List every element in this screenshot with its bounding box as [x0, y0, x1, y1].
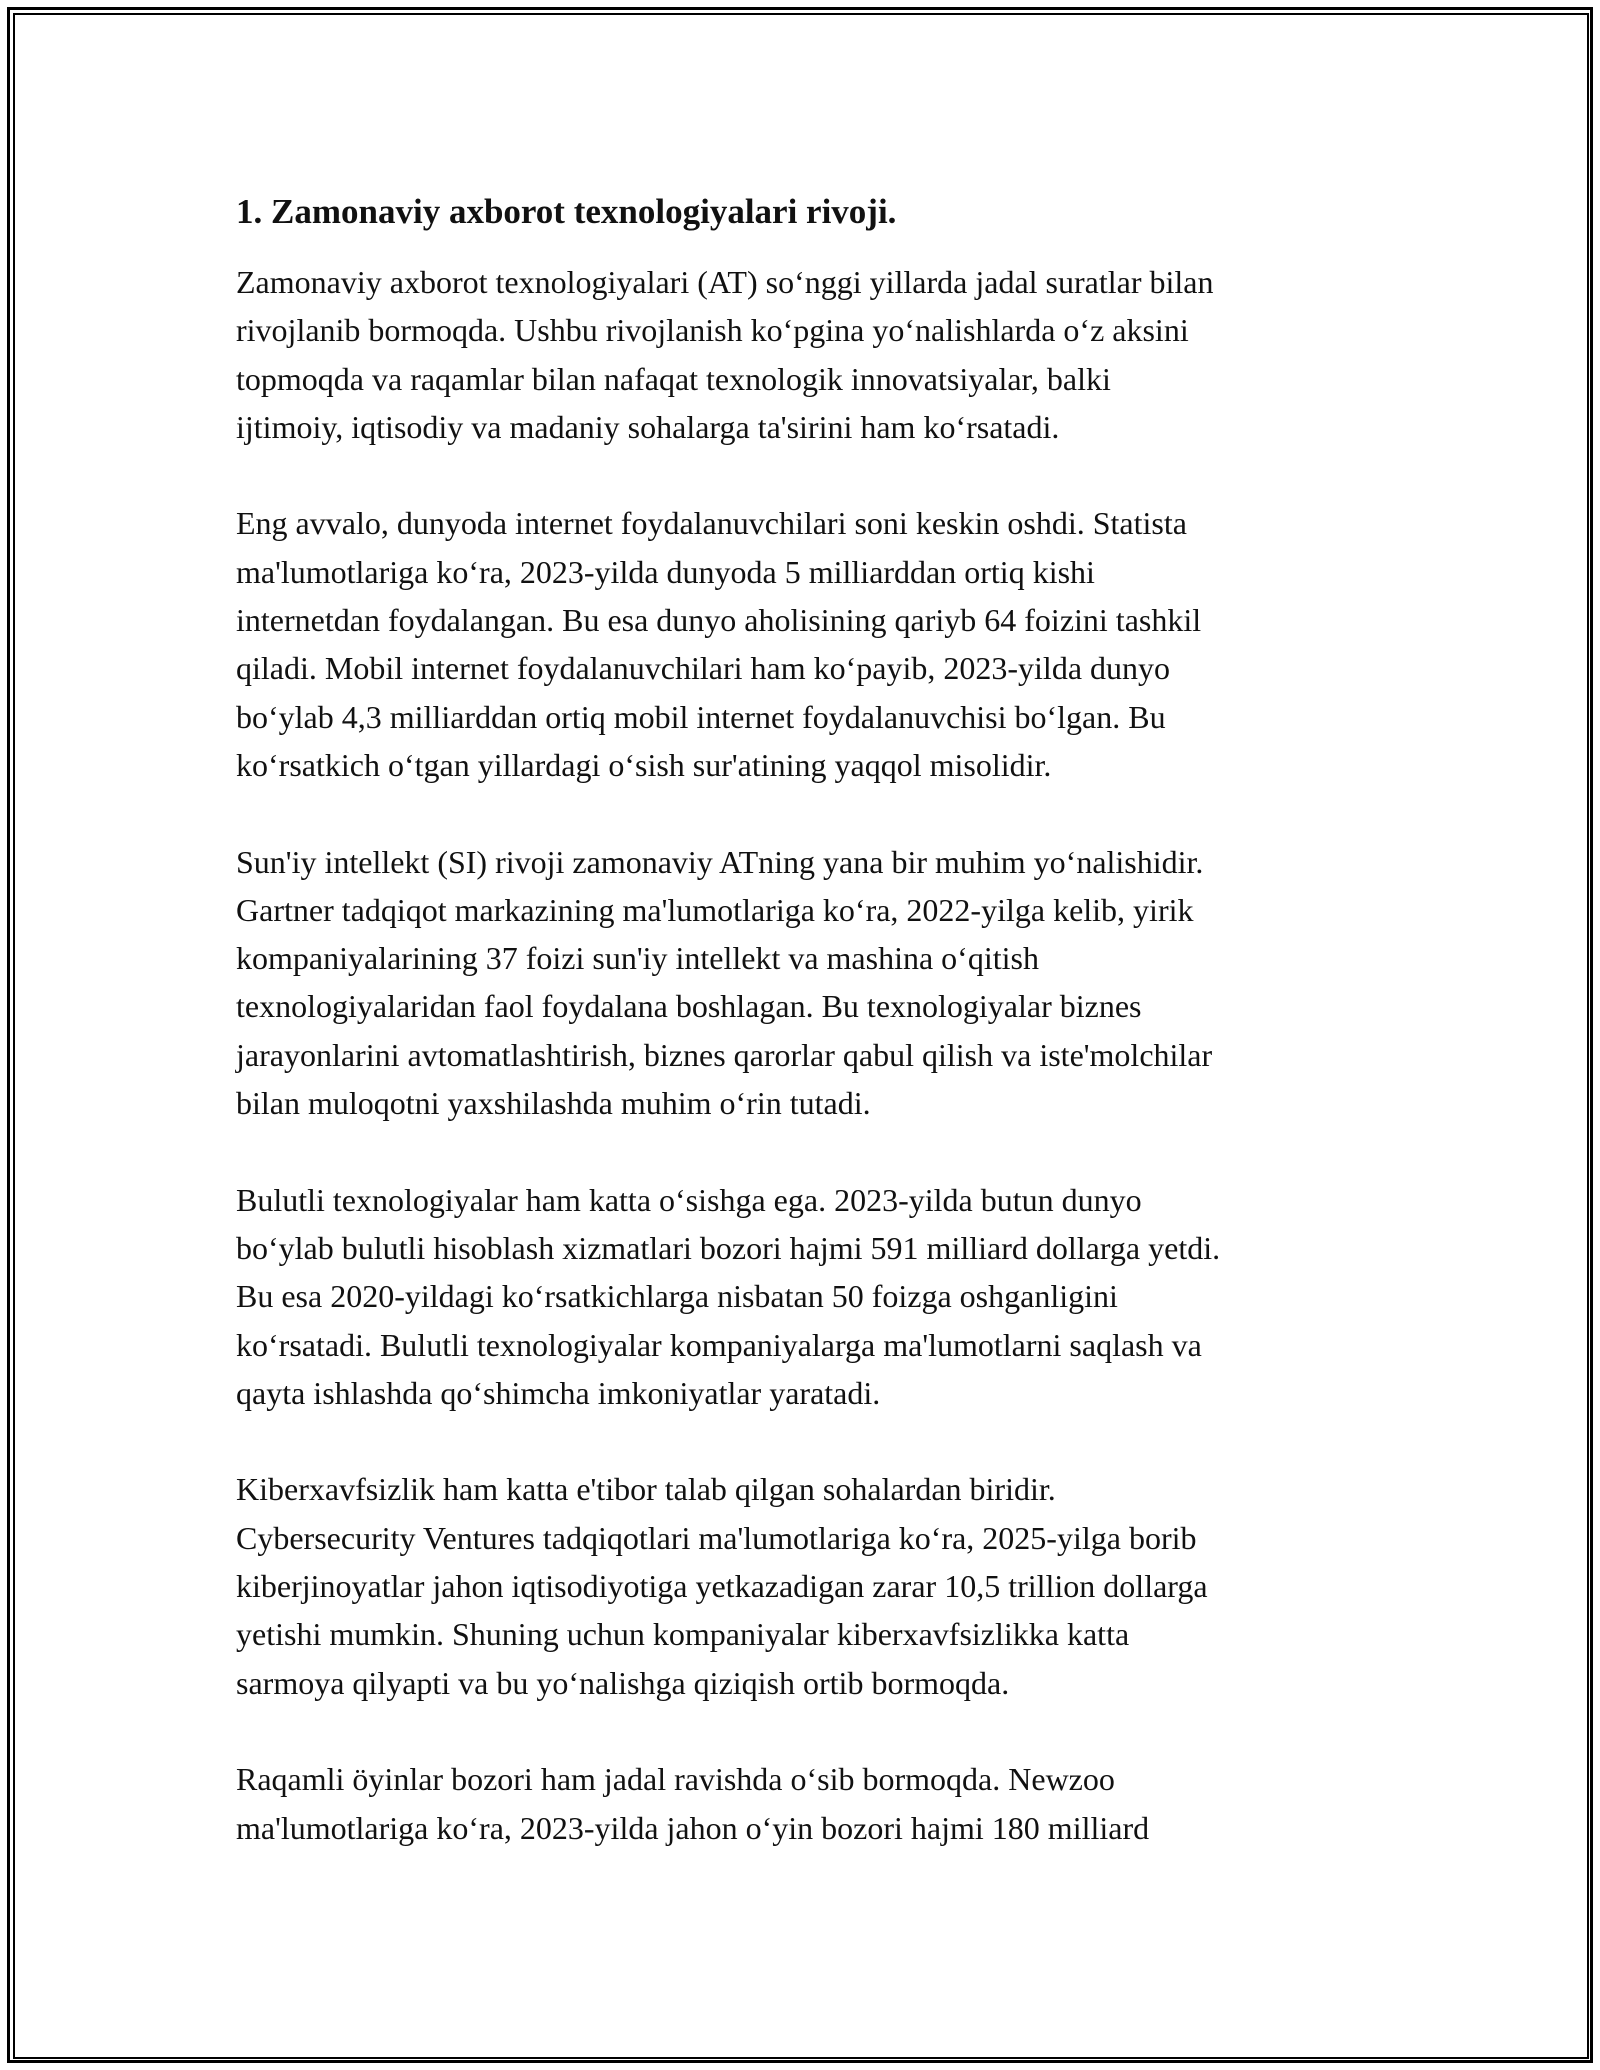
- paragraph-line: ko‘rsatkich o‘tgan yillardagi o‘sish sur'atining yaqqol misolidir.: [236, 746, 1052, 783]
- paragraph-line: jarayonlarini avtomatlashtirish, biznes qarorlar qabul qilish va iste'molchilar: [236, 1036, 1213, 1073]
- paragraph-line: Eng avvalo, dunyoda internet foydalanuvchilari soni keskin oshdi. Statista: [236, 505, 1187, 542]
- paragraph: [236, 258, 1366, 451]
- paragraph-line: bo‘ylab 4,3 milliarddan ortiq mobil internet foydalanuvchisi bo‘lgan. Bu: [236, 698, 1166, 735]
- paragraph-line: ijtimoiy, iqtisodiy va madaniy sohalarga ta'sirini ham ko‘rsatadi.: [236, 408, 1060, 445]
- paragraph-line: Cybersecurity Ventures tadqiqotlari ma'lumotlariga ko‘ra, 2025-yilga borib: [236, 1519, 1197, 1556]
- paragraph: [236, 1755, 1366, 1852]
- paragraph: [236, 1176, 1366, 1417]
- paragraph: [236, 1465, 1366, 1706]
- paragraph-line: Sun'iy intellekt (SI) rivoji zamonaviy ATning yana bir muhim yo‘nalishidir.: [236, 843, 1204, 880]
- paragraph-line: ma'lumotlariga ko‘ra, 2023-yilda dunyoda 5 milliarddan ortiq kishi: [236, 553, 1095, 590]
- paragraph-line: sarmoya qilyapti va bu yo‘nalishga qiziqish ortib bormoqda.: [236, 1664, 1010, 1701]
- paragraph-line: ko‘rsatadi. Bulutli texnologiyalar kompaniyalarga ma'lumotlarni saqlash va: [236, 1326, 1202, 1363]
- paragraph-line: Zamonaviy axborot texnologiyalari (AT) so‘nggi yillarda jadal suratlar bilan: [236, 264, 1214, 300]
- paragraph-line: qiladi. Mobil internet foydalanuvchilari ham ko‘payib, 2023-yilda dunyo: [236, 650, 1171, 687]
- paragraph-line: Kiberxavfsizlik ham katta e'tibor talab qilgan sohalardan biridir.: [236, 1471, 1056, 1508]
- paragraph-line: rivojlanib bormoqda. Ushbu rivojlanish ko‘pgina yo‘nalishlarda o‘z aksini: [236, 312, 1189, 349]
- paragraph-line: internetdan foydalangan. Bu esa dunyo aholisining qariyb 64 foizini tashkil: [236, 602, 1202, 639]
- paragraph: [236, 838, 1366, 1128]
- paragraph-line: Bu esa 2020-yildagi ko‘rsatkichlarga nisbatan 50 foizga oshganligini: [236, 1278, 1118, 1315]
- paragraph-line: ma'lumotlariga ko‘ra, 2023-yilda jahon o‘yin bozori hajmi 180 milliard: [236, 1809, 1150, 1846]
- paragraph-line: qayta ishlashda qo‘shimcha imkoniyatlar yaratadi.: [236, 1374, 881, 1411]
- paragraph-line: bilan muloqotni yaxshilashda muhim o‘rin tutadi.: [236, 1085, 871, 1122]
- paragraph-line: Bulutli texnologiyalar ham katta o‘sishga ega. 2023-yilda butun dunyo: [236, 1181, 1142, 1218]
- paragraph-line: yetishi mumkin. Shuning uchun kompaniyalar kiberxavfsizlikka katta: [236, 1616, 1130, 1653]
- section-heading: 1. Zamonaviy axborot texnologiyalari rivoji.: [236, 192, 897, 231]
- paragraph-line: kiberjinoyatlar jahon iqtisodiyotiga yetkazadigan zarar 10,5 trillion dollarga: [236, 1568, 1208, 1605]
- paragraph-line: texnologiyalaridan faol foydalana boshlagan. Bu texnologiyalar biznes: [236, 988, 1142, 1025]
- paragraph-list: [236, 258, 1366, 1852]
- paragraph-line: kompaniyalarining 37 foizi sun'iy intellekt va mashina o‘qitish: [236, 940, 1039, 977]
- paragraph-line: topmoqda va raqamlar bilan nafaqat texnologik innovatsiyalar, balki: [236, 360, 1111, 397]
- document-body: [236, 188, 1366, 1900]
- paragraph: [236, 499, 1366, 789]
- paragraph-line: Raqamli öyinlar bozori ham jadal ravishda o‘sib bormoqda. Newzoo: [236, 1761, 1115, 1798]
- paragraph-line: bo‘ylab bulutli hisoblash xizmatlari bozori hajmi 591 milliard dollarga yetdi.: [236, 1229, 1221, 1266]
- paragraph-line: Gartner tadqiqot markazining ma'lumotlariga ko‘ra, 2022-yilga kelib, yirik: [236, 891, 1194, 928]
